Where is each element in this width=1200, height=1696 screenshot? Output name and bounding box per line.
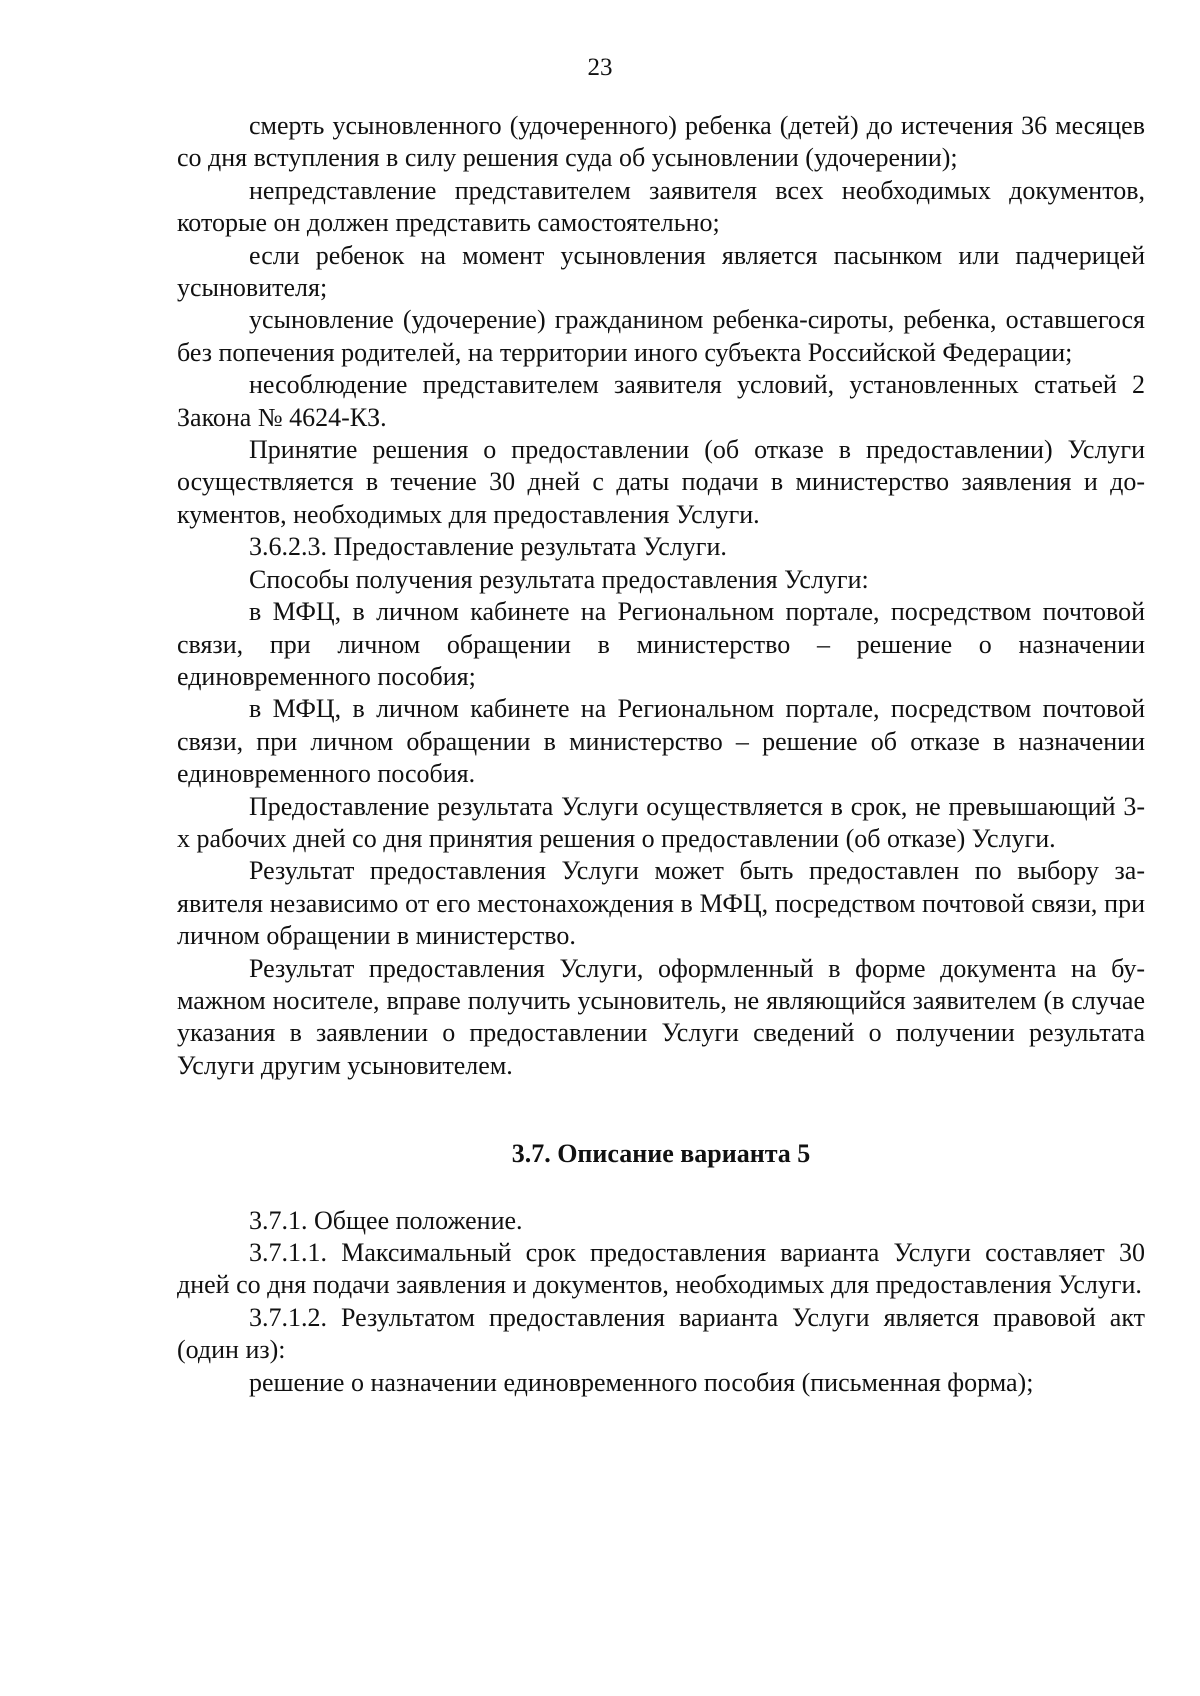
paragraph: в МФЦ, в личном кабинете на Региональном портале, посредством почтовой связи, при личном обращении в министерство – решение о назначении единовременного пособия; xyxy=(177,597,1145,691)
paragraph: Результат предоставления Услуги, оформленный в форме документа на бумажном носителе, вправе получить усыновитель, не являющийся заявителем (в случае указания в заявлении о предоставлении Услуги сведений о получении результата Услуги другим усыновителем. xyxy=(177,953,1145,1080)
document-body xyxy=(177,110,1145,1399)
paragraph: Способы получения результата предоставления Услуги: xyxy=(249,564,869,594)
paragraph: непредставление представителем заявителя всех необходимых документов, которые он должен представить самостоятельно; xyxy=(177,175,1145,238)
paragraph: решение о назначении единовременного пособия (письменная форма); xyxy=(249,1367,1034,1397)
paragraph: смерть усыновленного (удочеренного) ребенка (детей) до истечения 36 месяцев со дня вступления в силу решения суда об усыновлении (удочерении); xyxy=(177,111,1145,173)
section-heading: 3.7. Описание варианта 5 xyxy=(511,1139,811,1169)
paragraph: усыновление (удочерение) гражданином ребенка-сироты, ребенка, оставшегося без попечения родителей, на территории иного субъекта Российской Федерации; xyxy=(177,305,1145,367)
paragraph: Результат предоставления Услуги может быть предоставлен по выбору заявителя независимо от его местонахождения в МФЦ, посредством почтовой связи, при личном обращении в министерство. xyxy=(177,856,1145,951)
paragraph: в МФЦ, в личном кабинете на Региональном портале, посредством почтовой связи, при личном обращении в министерство – решение об отказе в назначении единовременного пособия. xyxy=(177,694,1145,789)
page-number: 23 xyxy=(587,54,613,81)
paragraph: если ребенок на момент усыновления является пасынком или падчерицей усыновителя; xyxy=(177,240,1145,303)
paragraph: Предоставление результата Услуги осуществляется в срок, не превышающий 3-х рабочих дней со дня принятия решения о предоставлении (об отказе) Услуги. xyxy=(177,791,1145,853)
paragraph: 3.7.1.1. Максимальный срок предоставления варианта Услуги составляет 30 дней со дня подачи заявления и документов, необходимых для предоставления Услуги. xyxy=(177,1238,1145,1300)
paragraph: несоблюдение представителем заявителя условий, установленных статьей 2 Закона № 4624-КЗ. xyxy=(177,370,1145,432)
paragraph: 3.7.1.2. Результатом предоставления варианта Услуги является правовой акт (один из): xyxy=(177,1302,1145,1365)
paragraph: 3.7.1. Общее положение. xyxy=(249,1205,523,1235)
paragraph: 3.6.2.3. Предоставление результата Услуги. xyxy=(249,532,727,562)
paragraph: Принятие решения о предоставлении (об отказе в предоставлении) Услуги осуществляется в течение 30 дней с даты подачи в министерство заявления и документов, необходимых для предоставления Услуги. xyxy=(177,435,1145,529)
